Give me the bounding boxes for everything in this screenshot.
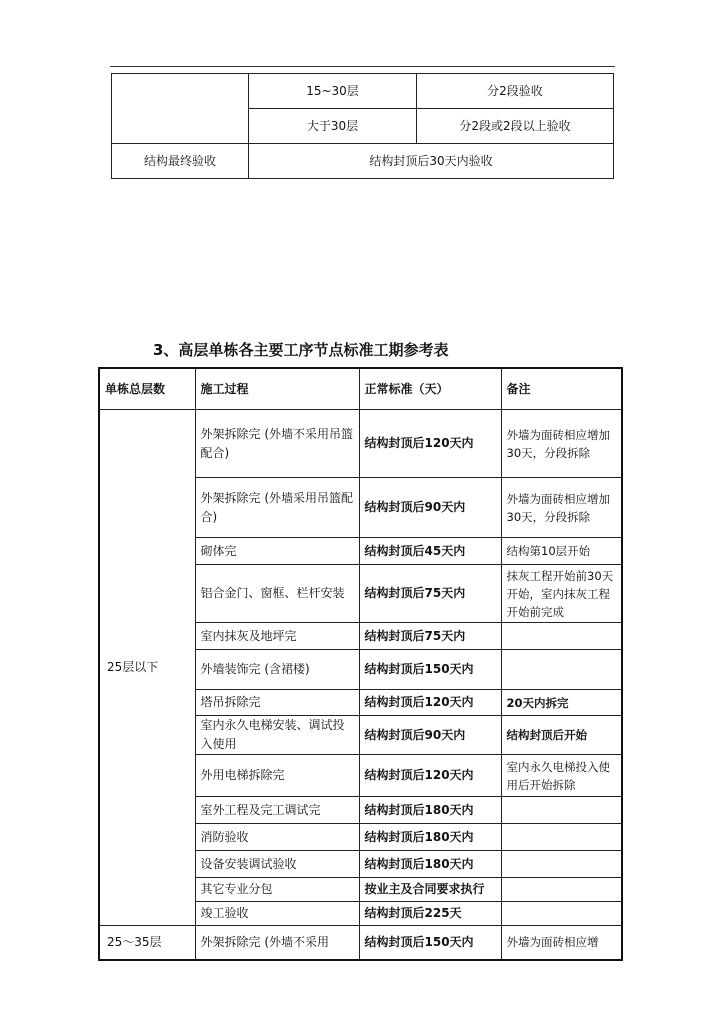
note-cell: 外墙为面砖相应增加30天，分段拆除 [501, 410, 622, 478]
floors-group-cell: 25层以下 [99, 410, 195, 926]
note-cell [501, 623, 622, 650]
standard-cell: 结构封顶后120天内 [359, 410, 501, 478]
note-cell: 结构封顶后开始 [501, 716, 622, 755]
standard-cell: 结构封顶后120天内 [359, 690, 501, 716]
process-cell: 外墙装饰完 (含裙楼) [195, 650, 359, 690]
process-cell: 设备安装调试验收 [195, 851, 359, 878]
standard-cell: 结构封顶后180天内 [359, 851, 501, 878]
process-cell: 外用电梯拆除完 [195, 755, 359, 797]
note-cell [501, 902, 622, 926]
blank-cell [112, 74, 249, 144]
header-process: 施工过程 [195, 368, 359, 410]
standard-cell: 结构封顶后225天 [359, 902, 501, 926]
floors-cell: 15~30层 [249, 74, 417, 109]
note-cell: 抹灰工程开始前30天开始，室内抹灰工程开始前完成 [501, 565, 622, 623]
note-cell [501, 878, 622, 902]
standard-cell: 结构封顶后75天内 [359, 565, 501, 623]
table-row [112, 74, 614, 109]
method-cell: 分2段或2段以上验收 [417, 109, 614, 144]
note-cell [501, 650, 622, 690]
standard-cell: 结构封顶后75天内 [359, 623, 501, 650]
acceptance-table [111, 73, 614, 179]
process-cell: 外架拆除完 (外墙不采用 [195, 926, 359, 960]
standard-cell: 结构封顶后90天内 [359, 478, 501, 538]
note-cell: 结构第10层开始 [501, 538, 622, 565]
header-row [99, 368, 622, 410]
table-row [112, 144, 614, 179]
note-cell: 20天内拆完 [501, 690, 622, 716]
process-cell: 其它专业分包 [195, 878, 359, 902]
table-row [99, 926, 622, 960]
method-cell: 分2段验收 [417, 74, 614, 109]
header-floors: 单栋总层数 [99, 368, 195, 410]
note-cell [501, 851, 622, 878]
schedule-table [98, 367, 623, 961]
header-rule [110, 66, 615, 67]
header-standard: 正常标准（天） [359, 368, 501, 410]
process-cell: 外架拆除完 (外墙采用吊篮配合) [195, 478, 359, 538]
final-value-cell: 结构封顶后30天内验收 [249, 144, 614, 179]
floors-cell: 大于30层 [249, 109, 417, 144]
table-row [99, 410, 622, 478]
note-cell: 外墙为面砖相应增加30天，分段拆除 [501, 478, 622, 538]
process-cell: 铝合金门、窗框、栏杆安装 [195, 565, 359, 623]
process-cell: 室内抹灰及地坪完 [195, 623, 359, 650]
standard-cell: 结构封顶后45天内 [359, 538, 501, 565]
floors-group-cell: 25～35层 [99, 926, 195, 960]
standard-cell: 按业主及合同要求执行 [359, 878, 501, 902]
note-cell [501, 797, 622, 824]
note-cell [501, 824, 622, 851]
standard-cell: 结构封顶后180天内 [359, 824, 501, 851]
note-cell: 外墙为面砖相应增 [501, 926, 622, 960]
process-cell: 竣工验收 [195, 902, 359, 926]
note-cell: 室内永久电梯投入使用后开始拆除 [501, 755, 622, 797]
process-cell: 消防验收 [195, 824, 359, 851]
standard-cell: 结构封顶后150天内 [359, 650, 501, 690]
section-title: 3、高层单栋各主要工序节点标准工期参考表 [153, 341, 449, 359]
final-label-cell: 结构最终验收 [112, 144, 249, 179]
standard-cell: 结构封顶后150天内 [359, 926, 501, 960]
header-note: 备注 [501, 368, 622, 410]
standard-cell: 结构封顶后180天内 [359, 797, 501, 824]
process-cell: 塔吊拆除完 [195, 690, 359, 716]
standard-cell: 结构封顶后120天内 [359, 755, 501, 797]
process-cell: 砌体完 [195, 538, 359, 565]
process-cell: 外架拆除完 (外墙不采用吊篮配合) [195, 410, 359, 478]
process-cell: 室内永久电梯安装、调试投入使用 [195, 716, 359, 755]
process-cell: 室外工程及完工调试完 [195, 797, 359, 824]
standard-cell: 结构封顶后90天内 [359, 716, 501, 755]
